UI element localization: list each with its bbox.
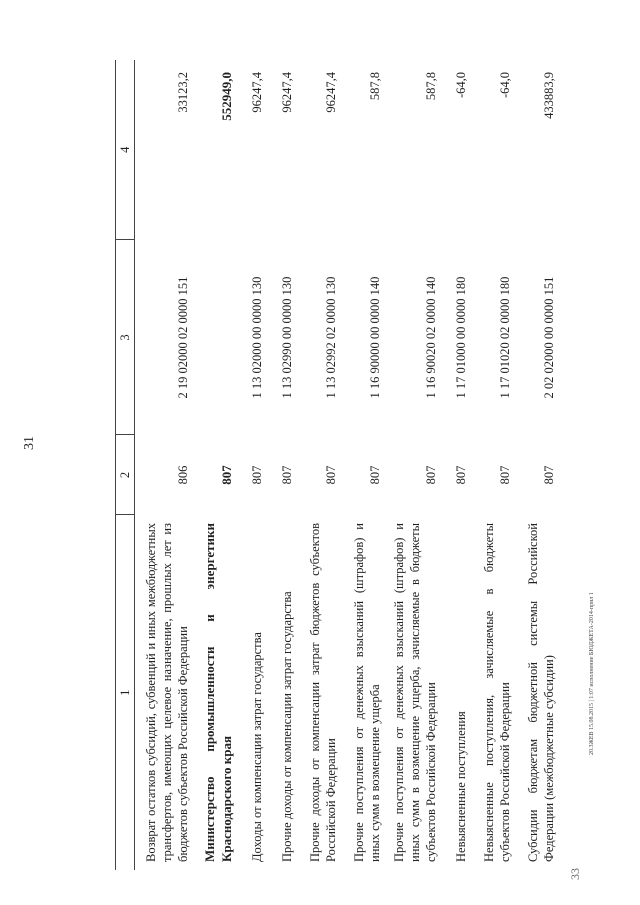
row-name-cell: Возврат остатков субсидий, субвенций и иных межбюджетных трансфертов, имеющих целевое назначение, прошлых лет из бюджетов субъектов Российской Федерации (143, 523, 191, 862)
table-row (343, 60, 387, 870)
row-amount-cell: 96247,4 (250, 72, 265, 113)
table-row (195, 60, 239, 870)
row-amount-cell: 587,8 (368, 72, 383, 101)
row-name-cell: Невыясненные поступления, зачисляемые в бюджеты субъектов Российской Федерации (482, 523, 513, 862)
row-amount-cell: 96247,4 (280, 72, 295, 113)
row-admin-code-cell: 807 (218, 465, 234, 485)
table-row (387, 60, 443, 870)
row-admin-code-cell: 807 (424, 465, 439, 485)
page-number: 31 (22, 436, 37, 450)
row-revenue-code-cell: 2 19 02000 02 0000 151 (176, 276, 191, 399)
row-admin-code-cell: 807 (250, 465, 265, 485)
table-row (473, 60, 517, 870)
row-amount-cell: 96247,4 (324, 72, 339, 113)
row-name-cell: Министерство промышленности и энергетики Краснодарского края (201, 523, 234, 862)
row-revenue-code-cell: 1 16 90020 02 0000 140 (424, 276, 439, 399)
row-admin-code-cell: 807 (542, 465, 557, 485)
table-row (239, 60, 269, 870)
row-amount-cell: -64,0 (454, 72, 469, 99)
row-name-cell: Невыясненные поступления (454, 711, 469, 862)
row-name-cell: Субсидии бюджетам бюджетной системы Российской Федерации (межбюджетные субсидии) (526, 523, 557, 862)
row-amount-cell: 433883,9 (542, 72, 557, 119)
table-row (517, 60, 561, 870)
table-row (135, 60, 195, 870)
row-name-cell: Прочие доходы от компенсации затрат бюджетов субъектов Российской Федерации (308, 523, 339, 862)
rotated-page-content (115, 60, 575, 870)
row-name-cell: Прочие поступления от денежных взысканий (штрафов) и иных сумм в возмещение ущерба (352, 523, 383, 862)
header-col-1: 1 (116, 515, 135, 870)
row-revenue-code-cell (195, 240, 239, 435)
row-revenue-code-cell: 1 13 02992 02 0000 130 (324, 276, 339, 399)
table-body (135, 60, 561, 870)
header-col-4: 4 (116, 60, 135, 240)
row-admin-code-cell: 806 (176, 465, 191, 485)
table-row (443, 60, 473, 870)
row-amount-cell: 552949,0 (218, 72, 234, 121)
table-header-row (116, 60, 135, 870)
header-col-2: 2 (116, 435, 135, 515)
row-revenue-code-cell: 1 13 02990 00 0000 130 (280, 276, 295, 399)
row-name-cell: Прочие доходы от компенсации затрат государства (280, 591, 295, 862)
row-revenue-code-cell: 1 17 01020 02 0000 180 (498, 276, 513, 399)
table-row (269, 60, 299, 870)
row-amount-cell: -64,0 (498, 72, 513, 99)
row-admin-code-cell: 807 (324, 465, 339, 485)
revenue-table (115, 60, 561, 870)
row-revenue-code-cell: 1 17 01000 00 0000 180 (454, 276, 469, 399)
row-revenue-code-cell: 1 16 90000 00 0000 140 (368, 276, 383, 399)
footer-file-code: 20.3ЖЕВ 15.08.2015 | 1:07 исполнение БЮДЖЕТА-2014-прил 1 (589, 592, 595, 755)
row-admin-code-cell: 807 (498, 465, 513, 485)
header-col-3: 3 (116, 240, 135, 435)
row-name-cell: Доходы от компенсации затрат государства (250, 632, 265, 862)
row-revenue-code-cell: 1 13 02000 00 0000 130 (250, 276, 265, 399)
row-admin-code-cell: 807 (454, 465, 469, 485)
row-admin-code-cell: 807 (280, 465, 295, 485)
row-amount-cell: 33123,2 (176, 72, 191, 113)
row-amount-cell: 587,8 (424, 72, 439, 101)
row-revenue-code-cell: 2 02 02000 00 0000 151 (542, 276, 557, 399)
table-row (299, 60, 343, 870)
row-name-cell: Прочие поступления от денежных взысканий (штрафов) и иных сумм в возмещение ущерба, зачисляемые в бюджеты субъектов Российской Федерации (391, 523, 439, 862)
row-admin-code-cell: 807 (368, 465, 383, 485)
corner-page-number: 33 (568, 868, 582, 880)
